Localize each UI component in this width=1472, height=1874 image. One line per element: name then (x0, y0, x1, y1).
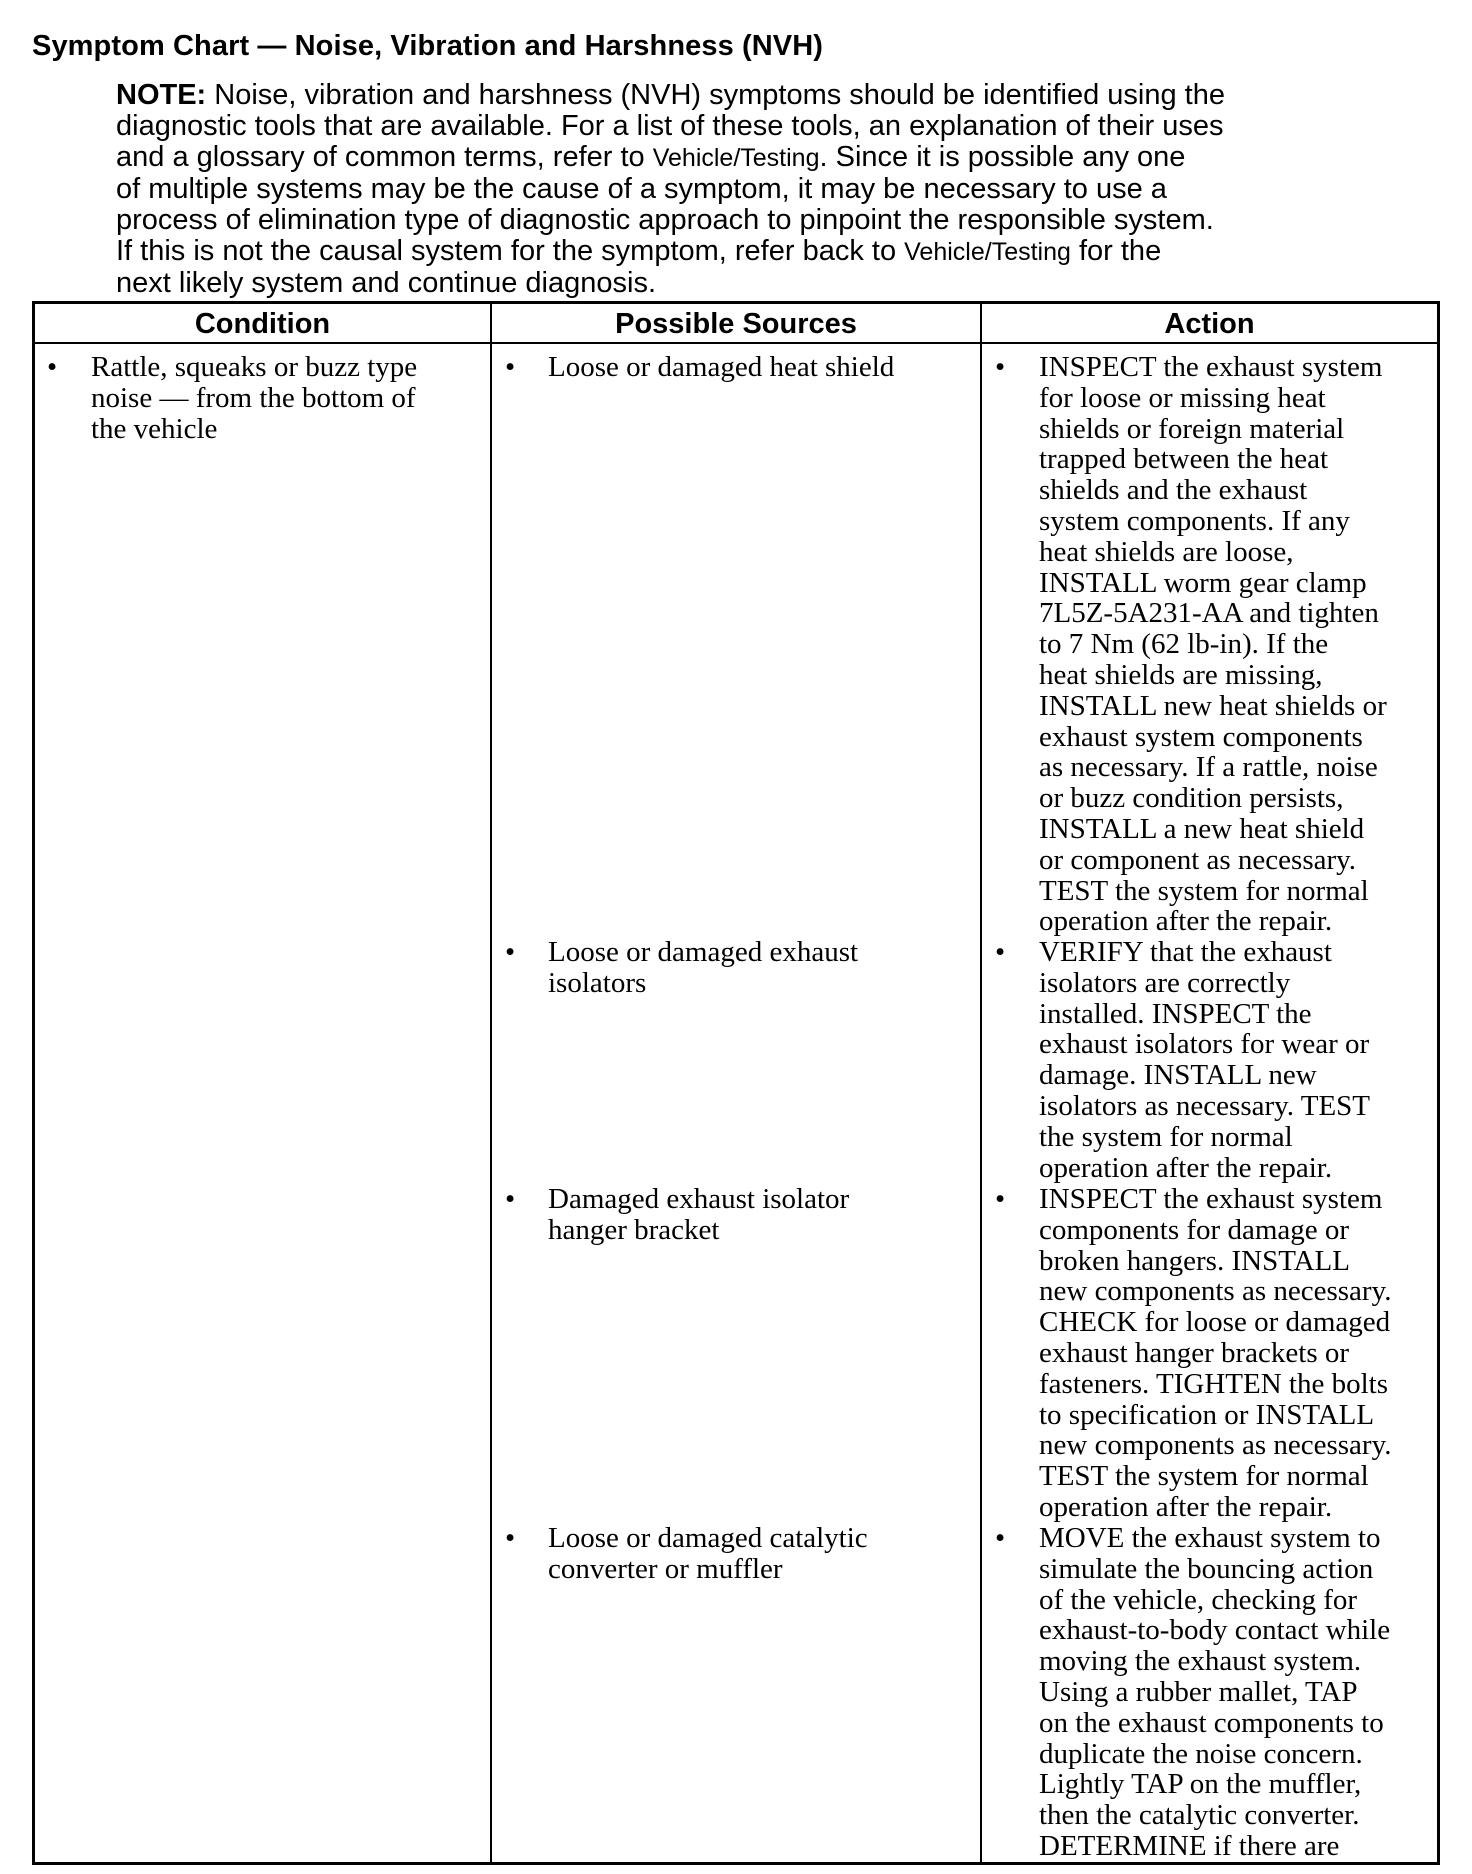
note-line-4: of multiple systems may be the cause of a symptom, it may be necessary to use a (116, 173, 1167, 205)
page-title: Symptom Chart — Noise, Vibration and Harshness (NVH) (32, 30, 824, 62)
column-divider (980, 304, 982, 1862)
vehicle-testing-reference: Vehicle/Testing (652, 144, 820, 172)
source-line: Loose or damaged catalytic (548, 1522, 868, 1554)
action-line: on the exhaust components to (1039, 1706, 1384, 1739)
note-line-2: diagnostic tools that are available. For a list of these tools, an explanation of their uses (116, 110, 1224, 142)
action-line: heat shields are missing, (1039, 658, 1323, 691)
source-bullet: • (505, 1183, 516, 1215)
action-line: shields and the exhaust (1039, 474, 1308, 507)
action-line: fasteners. TIGHTEN the bolts (1039, 1367, 1388, 1400)
action-line: installed. INSPECT the (1039, 997, 1312, 1030)
condition-cell (91, 352, 417, 444)
action-line: trapped between the heat (1039, 443, 1329, 476)
action-line: to 7 Nm (62 lb-in). If the (1039, 628, 1329, 661)
note-line-6-before: If this is not the causal system for the symptom, refer back to (116, 235, 905, 267)
action-line: INSTALL new heat shields or (1039, 689, 1387, 722)
note-line-6 (116, 236, 1356, 268)
action-line: as necessary. If a rattle, noise (1039, 751, 1378, 784)
action-line: exhaust isolators for wear or (1039, 1028, 1370, 1061)
condition-line: the vehicle (91, 412, 218, 445)
note-label: NOTE: (116, 79, 207, 111)
note-line-6-after: for the (1070, 235, 1162, 267)
source-bullet: • (505, 351, 516, 383)
action-line: exhaust hanger brackets or (1039, 1336, 1350, 1369)
source-line: converter or muffler (548, 1552, 783, 1585)
action-line: of the vehicle, checking for (1039, 1583, 1358, 1616)
header-condition: Condition (194, 308, 331, 340)
action-line: duplicate the noise concern. (1039, 1737, 1363, 1770)
action-line: new components as necessary. (1039, 1275, 1392, 1308)
action-line: VERIFY that the exhaust (1039, 936, 1332, 968)
note-line-3-before: and a glossary of common terms, refer to (116, 141, 653, 173)
action-line: to specification or INSTALL (1039, 1398, 1375, 1431)
action-line: new components as necessary. (1039, 1429, 1392, 1462)
action-line: INSTALL a new heat shield (1039, 812, 1365, 845)
action-bullet: • (995, 1183, 1006, 1215)
action-line: INSPECT the exhaust system (1039, 351, 1383, 383)
action-line: INSPECT the exhaust system (1039, 1183, 1383, 1215)
note-line-3 (116, 142, 1356, 174)
source-line: hanger bracket (548, 1213, 720, 1246)
action-line: exhaust system components (1039, 720, 1363, 753)
condition-line: Rattle, squeaks or buzz type (91, 351, 418, 383)
action-line: or component as necessary. (1039, 843, 1357, 876)
action-line: then the catalytic converter. (1039, 1799, 1360, 1832)
action-line: shields or foreign material (1039, 412, 1345, 445)
source-line: isolators (548, 966, 647, 999)
header-possible-sources: Possible Sources (615, 308, 857, 340)
possible-source-heat-shield (548, 352, 894, 383)
action-line: operation after the repair. (1039, 905, 1333, 938)
action-line: TEST the system for normal (1039, 1460, 1369, 1493)
source-bullet: • (505, 936, 516, 968)
action-line: DETERMINE if there are (1039, 1829, 1340, 1862)
vehicle-testing-reference: Vehicle/Testing (904, 238, 1071, 266)
note-paragraph (116, 80, 1356, 299)
source-line: Loose or damaged heat shield (548, 351, 895, 383)
source-line: Damaged exhaust isolator (548, 1183, 850, 1215)
action-line: operation after the repair. (1039, 1151, 1333, 1184)
action-line: simulate the bouncing action (1039, 1552, 1374, 1585)
action-line: system components. If any (1039, 504, 1350, 537)
action-line: components for damage or (1039, 1213, 1350, 1246)
action-line: Lightly TAP on the muffler, (1039, 1768, 1362, 1801)
action-line: exhaust-to-body contact while (1039, 1614, 1391, 1647)
action-line: operation after the repair. (1039, 1490, 1333, 1523)
action-line: isolators are correctly (1039, 966, 1291, 999)
action-line: broken hangers. INSTALL (1039, 1244, 1350, 1277)
condition-bullet: • (47, 351, 58, 383)
column-divider (490, 304, 492, 1862)
action-line: damage. INSTALL new (1039, 1059, 1317, 1092)
source-line: Loose or damaged exhaust (548, 936, 859, 968)
action-line: MOVE the exhaust system to (1039, 1522, 1381, 1554)
action-bullet: • (995, 936, 1006, 968)
action-catalytic-converter-muffler (1039, 1523, 1390, 1862)
action-line: moving the exhaust system. (1039, 1645, 1362, 1678)
note-line-1 (116, 80, 1356, 111)
possible-source-hanger-bracket (548, 1184, 849, 1246)
action-line: or buzz condition persists, (1039, 782, 1344, 815)
action-line: isolators as necessary. TEST (1039, 1089, 1371, 1122)
action-line: TEST the system for normal (1039, 874, 1369, 907)
header-divider (35, 342, 1437, 344)
source-bullet: • (505, 1522, 516, 1554)
action-line: heat shields are loose, (1039, 535, 1294, 568)
action-line: Using a rubber mallet, TAP (1039, 1675, 1358, 1708)
note-line-1-text: Noise, vibration and harshness (NVH) symptoms should be identified using the (206, 79, 1225, 111)
symptom-chart-table (32, 301, 1440, 1865)
note-line-5: process of elimination type of diagnostic approach to pinpoint the responsible system. (116, 204, 1214, 236)
action-line: 7L5Z-5A231-AA and tighten (1039, 597, 1379, 630)
possible-source-catalytic-converter-muffler (548, 1523, 868, 1585)
action-line: INSTALL worm gear clamp (1039, 566, 1367, 599)
action-heat-shield (1039, 352, 1387, 937)
action-line: CHECK for loose or damaged (1039, 1306, 1391, 1339)
action-bullet: • (995, 351, 1006, 383)
action-hanger-bracket (1039, 1184, 1391, 1523)
action-line: for loose or missing heat (1039, 381, 1326, 414)
action-bullet: • (995, 1522, 1006, 1554)
note-line-7: next likely system and continue diagnosis. (116, 267, 657, 299)
condition-line: noise — from the bottom of (91, 381, 416, 414)
action-line: the system for normal (1039, 1120, 1293, 1153)
possible-source-exhaust-isolators (548, 937, 858, 999)
header-action: Action (1164, 308, 1255, 340)
note-line-3-after: . Since it is possible any one (819, 141, 1186, 173)
action-exhaust-isolators (1039, 937, 1370, 1183)
